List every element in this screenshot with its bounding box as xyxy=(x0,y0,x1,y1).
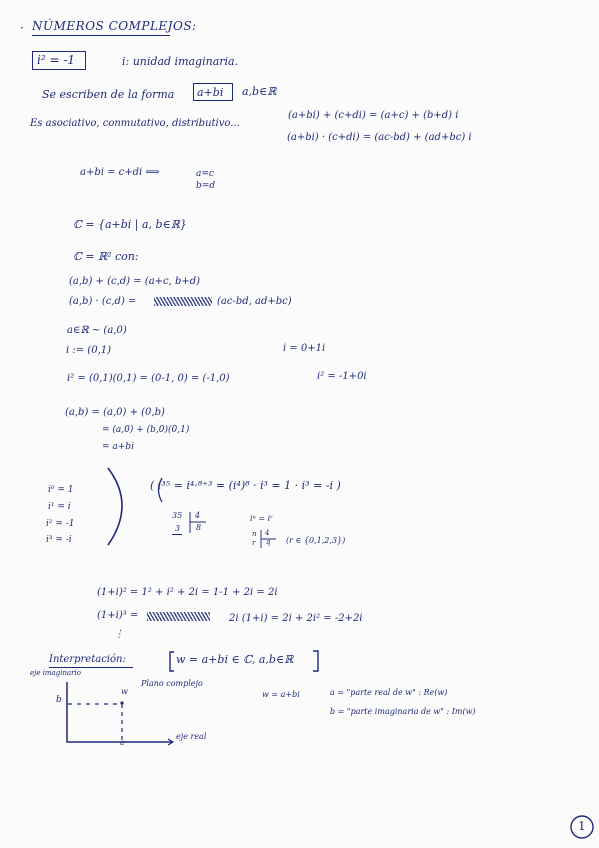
division-bracket xyxy=(190,512,206,533)
equality-left: a+bi = c+di ⟺ xyxy=(80,167,160,178)
form-suffix: a,b∈ℝ xyxy=(242,85,277,98)
general-div-q: q xyxy=(266,538,271,546)
square-example: (1+i)² = 1² + i² + 2i = 1-1 + 2i = 2i xyxy=(97,587,278,598)
division-quotient: 8 xyxy=(196,523,202,532)
w-binomial-form: w = a+bi xyxy=(262,690,300,699)
power-list-1: i¹ = i xyxy=(48,502,71,512)
division-dividend: 35 xyxy=(172,511,183,520)
b-tick-label: b xyxy=(56,695,62,705)
division-remainder: 3 xyxy=(175,524,181,533)
definition-formula: i² = -1 xyxy=(37,53,76,67)
imaginary-part-definition: b = "parte imaginaria de w" : Im(w) xyxy=(330,707,476,716)
page-number: 1 xyxy=(578,819,586,833)
power-list-3: i³ = -i xyxy=(46,535,72,545)
general-division-bracket xyxy=(261,530,276,548)
complex-plane-axes xyxy=(67,682,172,742)
point-w-dot xyxy=(120,701,123,704)
definition-meaning: i: unidad imaginaria. xyxy=(122,55,239,68)
interpretation-heading: Interpretación: xyxy=(49,654,126,665)
properties-text: Es asociativo, conmutativo, distributivo... xyxy=(30,118,240,129)
decomposition-line-3: = a+bi xyxy=(102,442,134,452)
interpretation-formula: w = a+bi ∈ ℂ, a,b∈ℝ xyxy=(176,653,294,666)
continuation-dots: ⋮ xyxy=(114,629,124,640)
left-square-bracket xyxy=(170,652,174,671)
form-boxed: a+bi xyxy=(197,86,224,99)
power-cycle-arc xyxy=(108,468,122,545)
cube-example-left: (1+i)³ = xyxy=(97,610,139,621)
general-div-den: 4 xyxy=(265,529,270,537)
set-c-as-r2: ℂ = ℝ² con: xyxy=(73,250,139,263)
power-list-0: i⁰ = 1 xyxy=(48,485,74,495)
power-list-2: i² = -1 xyxy=(46,519,75,529)
point-w-label: w xyxy=(121,687,128,696)
a-tick-label: a xyxy=(120,739,125,747)
property-sum: (a+bi) + (c+di) = (a+c) + (b+d) i xyxy=(288,110,459,121)
general-r-set: (r ∈ {0,1,2,3}) xyxy=(286,536,346,545)
right-square-bracket xyxy=(313,651,318,671)
pair-product-right: (ac-bd, ad+bc) xyxy=(217,296,292,307)
pair-sum: (a,b) + (c,d) = (a+c, b+d) xyxy=(69,276,201,287)
i-definition: i := (0,1) xyxy=(66,345,112,356)
i-squared-computation: i² = (0,1)(0,1) = (0-1, 0) = (-1,0) xyxy=(67,373,230,384)
page-title: NÚMEROS COMPLEJOS: xyxy=(32,19,197,33)
i-binomial-form: i = 0+1i xyxy=(283,343,326,354)
pair-product-left: (a,b) · (c,d) = xyxy=(69,296,137,307)
general-power-rule: iⁿ = iʳ xyxy=(250,514,273,523)
decomposition-line-2: = (a,0) + (b,0)(0,1) xyxy=(102,425,190,435)
form-prefix: Se escriben de la forma xyxy=(42,88,175,101)
left-paren-stroke xyxy=(159,478,163,502)
equality-cond-real: a=c xyxy=(196,169,214,179)
general-div-r: r xyxy=(252,539,256,547)
equality-cond-imag: b=d xyxy=(196,181,216,191)
real-axis-label: eje real xyxy=(176,732,207,741)
cube-example-right: 2i (1+i) = 2i + 2i² = -2+2i xyxy=(229,613,363,624)
i-squared-form: i² = -1+0i xyxy=(317,371,367,382)
power-example: ( i³⁵ = i⁴·⁸⁺³ = (i⁴)⁸ · i³ = 1 · i³ = -i ) xyxy=(150,479,341,492)
imaginary-axis-label: eje imaginario xyxy=(30,669,81,677)
property-product: (a+bi) · (c+di) = (ac-bd) + (ad+bc) i xyxy=(287,132,472,143)
general-div-n: n xyxy=(252,530,257,538)
real-part-definition: a = "parte real de w" : Re(w) xyxy=(330,688,448,697)
complex-plane-label: Plano complejo xyxy=(141,679,203,688)
division-divisor: 4 xyxy=(195,511,201,520)
decomposition-line-1: (a,b) = (a,0) + (0,b) xyxy=(65,407,165,418)
set-c-definition: ℂ = {a+bi | a, b∈ℝ} xyxy=(73,218,187,231)
title-bullet: · xyxy=(20,21,24,35)
real-embedding: a∈ℝ ~ (a,0) xyxy=(67,325,127,336)
